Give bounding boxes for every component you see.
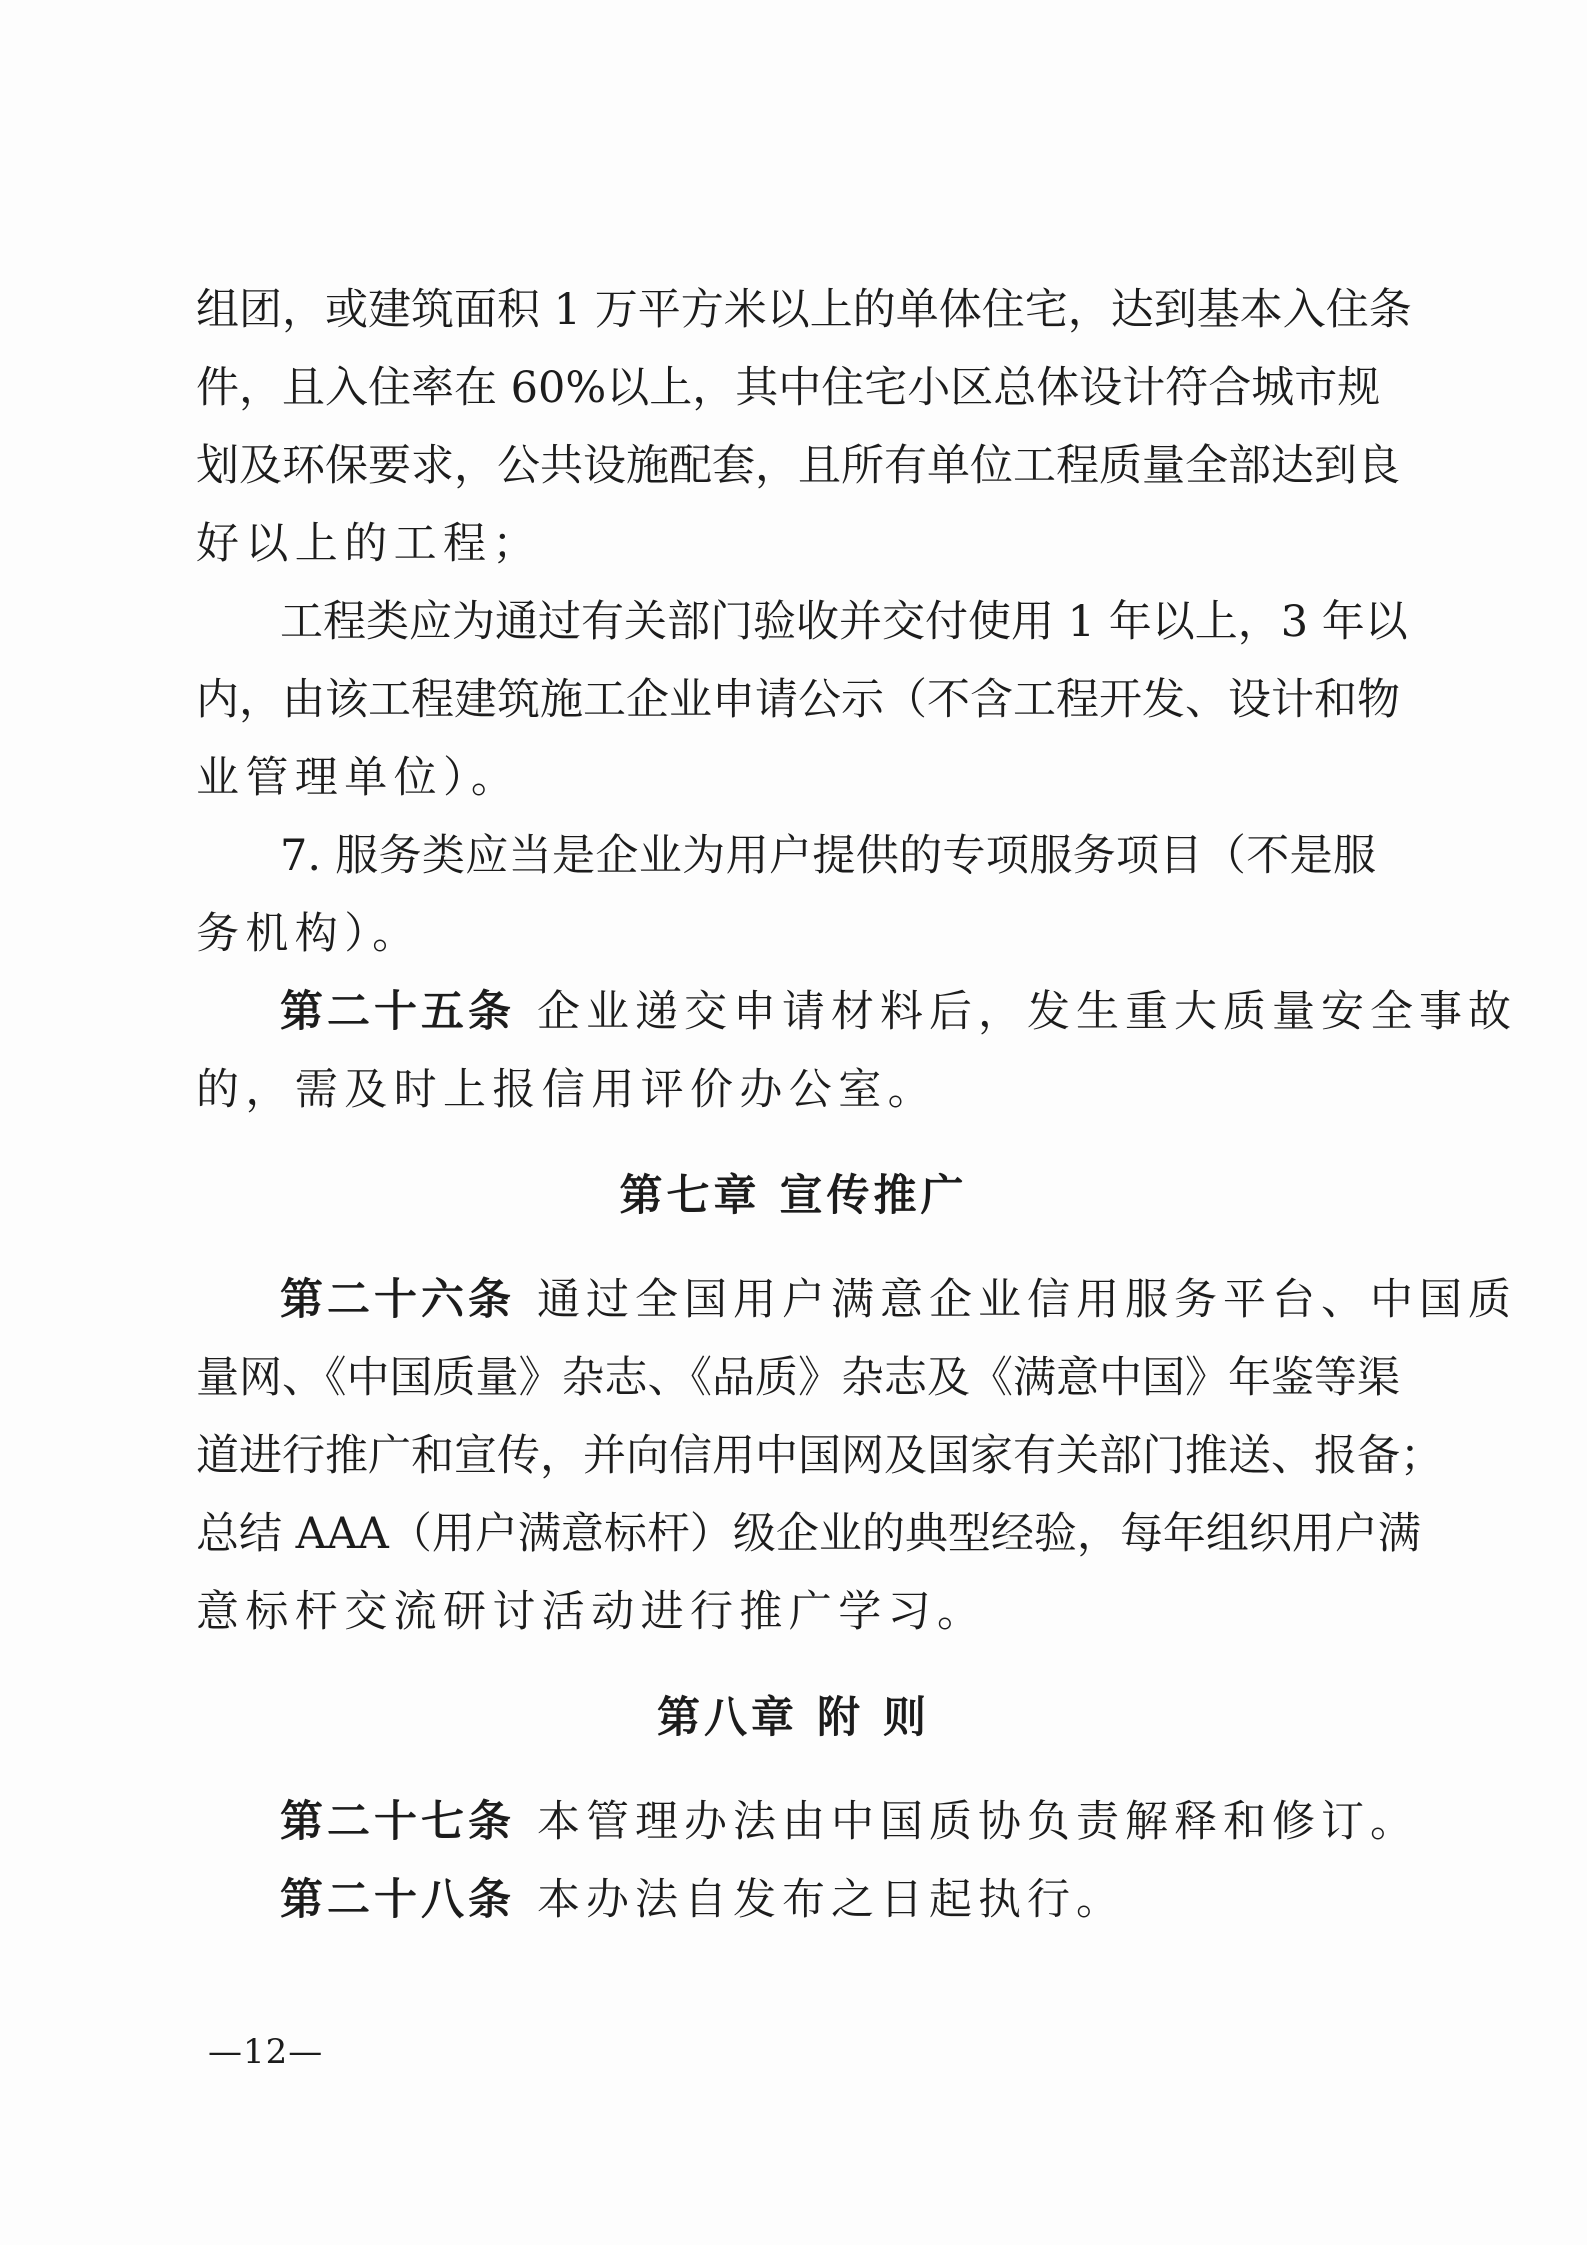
body-line: 好以上的工程； — [196, 519, 542, 569]
article-25-text: 企业递交申请材料后，发生重大质量安全事故 — [537, 987, 1517, 1037]
chapter-heading: 第七章 宣传推广 — [619, 1171, 968, 1221]
body-line: 业管理单位）。 — [196, 753, 521, 803]
body-line: 组团，或建筑面积 1 万平方米以上的单体住宅，达到基本入住条 — [196, 285, 1412, 335]
body-line: 7. 服务类应当是企业为用户提供的专项服务项目（不是服 — [280, 831, 1376, 881]
article-27-line — [280, 1794, 1419, 1850]
article-26-text: 通过全国用户满意企业信用服务平台、中国质 — [537, 1275, 1517, 1325]
body-line: 意标杆交流研讨活动进行推广学习。 — [196, 1587, 987, 1637]
article-26-label: 第二十六条 — [280, 1275, 515, 1325]
article-28-label: 第二十八条 — [280, 1875, 515, 1925]
page-number: —12— — [208, 2032, 324, 2072]
article-27-text: 本管理办法由中国质协负责解释和修订。 — [537, 1797, 1419, 1847]
body-line: 划及环保要求，公共设施配套，且所有单位工程质量全部达到良 — [196, 441, 1400, 491]
article-25-label: 第二十五条 — [280, 987, 515, 1037]
body-line: 工程类应为通过有关部门验收并交付使用 1 年以上，3 年以 — [280, 597, 1408, 647]
article-27-label: 第二十七条 — [280, 1797, 515, 1847]
article-25-first-line — [280, 984, 1517, 1040]
body-line: 务机构）。 — [196, 909, 422, 959]
article-28-text: 本办法自发布之日起执行。 — [537, 1875, 1125, 1925]
body-line: 内，由该工程建筑施工企业申请公示（不含工程开发、设计和物 — [196, 675, 1400, 725]
article-26-first-line — [280, 1272, 1517, 1328]
body-line: 道进行推广和宣传，并向信用中国网及国家有关部门推送、报备； — [196, 1431, 1443, 1481]
body-line: 件，且入住率在 60%以上，其中住宅小区总体设计符合城市规 — [196, 363, 1381, 413]
body-line: 总结 AAA（用户满意标杆）级企业的典型经验，每年组织用户满 — [196, 1509, 1421, 1559]
body-line: 的，需及时上报信用评价办公室。 — [196, 1065, 937, 1115]
body-line: 量网、《中国质量》杂志、《品质》杂志及《满意中国》年鉴等渠 — [196, 1353, 1400, 1403]
chapter-heading: 第八章 附 则 — [657, 1693, 930, 1743]
article-28-line — [280, 1872, 1376, 1928]
